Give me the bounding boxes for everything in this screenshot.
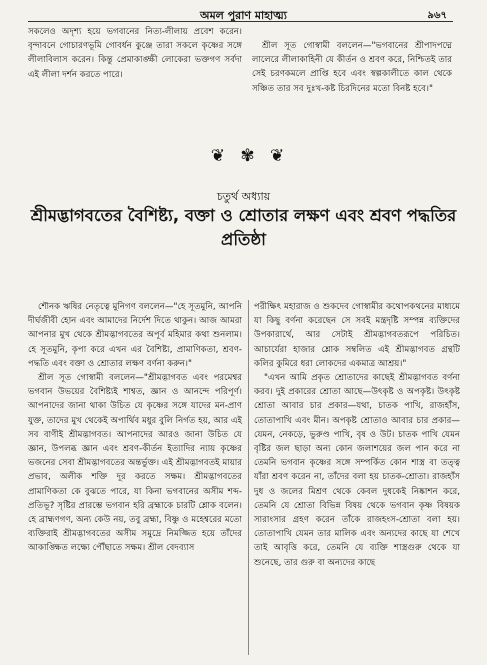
top-left-text-block bbox=[28, 25, 242, 82]
section-ornament: ❦ ✾ ❦ bbox=[210, 146, 290, 166]
header-rule bbox=[28, 21, 453, 22]
right-paragraph-1: পরীক্ষিৎ মহারাজ ও শুকদেব গোস্বামীর কথোপকথনের মাধ্যমে যা কিছু বর্ণনা করেছেন সে সবই মন্ত্রদৃষ্টি সম্পন্ন ব্যক্তিদের উপকারার্থে, আর সেটাই শ্রীমদ্ভাগবতরূপে পরিচিত। আচার্যেরা হাজার শ্লোক সম্বলিত এই শ্রীমদ্ভাগবত গ্রন্থটি কলির কুমিরে ধরা লোকদের একমাত্র আশ্রয়।" bbox=[254, 302, 460, 369]
top-right-paragraph: শ্রীল সূত গোস্বামী বললেন—"ভগবানের শ্রীপাদপদ্মে লালেরে লীলাকাহিনী যে কীর্তন ও শ্রবণ করে, নিশ্চিতই তার সেই চরণকমলে প্রাপ্তি হবে এবং স্বল্পকালীতে কাল থেকে সঞ্চিত তার সব দুঃখ-কষ্ট চিরদিনের মতো বিনষ্ট হবে।" bbox=[252, 41, 452, 94]
right-column bbox=[254, 300, 460, 570]
top-left-paragraph: সকলেও অদৃশ্য হয়ে ভগবানের নিত্য-লীলায় প্রবেশ করেন। বৃন্দাবনে গোচারণভূমি গোবর্ধন কুঞ্জে তারা সকলে কৃষ্ণের সঙ্গে লীলাবিলাস করেন। কিন্তু প্রেমাকাঙ্ক্ষী লোকেরা ভক্তগণ সর্বদা এই লীলা দর্শন করতে পারে। bbox=[28, 27, 242, 80]
page-number: ৯৬৭ bbox=[427, 10, 447, 21]
chapter-title: শ্রীমদ্ভাগবতের বৈশিষ্ট্য, বক্তা ও শ্রোতার লক্ষণ এবং শ্রবণ পদ্ধতির প্রতিষ্ঠা bbox=[30, 206, 457, 249]
left-paragraph-1: শৌনক ঋষির নেতৃত্বে মুনিগণ বললেন—"হে সূতমুনি, আপনি দীর্ঘজীবী হোন এবং আমাদের নির্দেশ দিতে থাকুন। আজ আমরা আপনার মুখ থেকে শ্রীমদ্ভাগবতের অপূর্ব মহিমার কথা শুনলাম। হে সূতমুনি, কৃপা করে এখন এর বৈশিষ্ট্য, প্রামাণিকতা, শ্রবণ-পদ্ধতি এবং বক্তা ও শ্রোতার লক্ষণ বর্ণনা করুন।" bbox=[28, 302, 242, 369]
running-header-title: অমল পুরাণ মাহাত্ম্য bbox=[200, 9, 287, 22]
chapter-label: চতুর্থ অধ্যায় bbox=[216, 190, 271, 203]
top-right-text-block bbox=[252, 39, 452, 96]
left-paragraph-2: শ্রীল সূত গোস্বামী বললেন—"শ্রীমদ্ভাগবত এবং পরমেশ্বর ভগবান উভয়ের বৈশিষ্ট্যই শাশ্বত, জ্ঞান ও আনন্দে পরিপূর্ণ। আপনাদের জানা থাকা উচিত যে কৃষ্ণের সঙ্গে যাদের মন-প্রাণ যুক্ত, তাদের মুখ থেকেই অপার্থিব মধুর বুলি নির্গত হয়, আর এই সব বাণীই শ্রীমদ্ভাগবত। আপনাদের আরও জানা উচিত যে জ্ঞান, উপলব্ধ জ্ঞান এবং শ্রবণ-কীর্তন ইত্যাদির ন্যায় কৃষ্ণের ভজনের সেবা শ্রীমদ্ভাগবতের অন্তর্ভুক্ত। এই শ্রীমদ্ভাগবতই মায়ার প্রভাব, অলীক শক্তি দূর করতে সক্ষম। শ্রীমদ্ভাগবতের প্রামাণিকতা কে বুঝতে পারে, যা কিনা ভগবানের অসীম শব্দ-প্রতিভূ? সৃষ্টির প্রারম্ভে ভগবান হরি ব্রহ্মাকে চারটি শ্লোক বলেন। হে ব্রাহ্মণগণ, অন্য কেউ নয়, তবু ব্রহ্মা, বিষ্ণু ও মহেশ্বরের মতো ব্যক্তিরাই শ্রীমদ্ভাগবতের অসীম সমুদ্রে নিমজ্জিত হয়ে তাঁদের আকাঙ্ক্ষিত লক্ষ্যে পৌঁছাতে সক্ষম। শ্রীল বেদব্যাস bbox=[28, 373, 242, 554]
right-paragraph-2: "এখন আমি প্রকৃত শ্রোতাদের কাছেই শ্রীমদ্ভাগবত বর্ণনা করব। দুই প্রকারের শ্রোতা আছে—উৎকৃষ্ট ও অপকৃষ্ট। উৎকৃষ্ট শ্রোতা আবার চার প্রকার—যথা, চাতক পাখি, রাজহাঁস, তোতাপাখি এবং মীন। অপকৃষ্ট শ্রোতাও আবার চার প্রকার—যেমন, নেকড়ে, ভুরুণ্ড পাখি, বৃষ ও উট। চাতক পাখি যেমন বৃষ্টির জল ছাড়া অন্য কোন জলাশয়ের জল পান করে না তেমনি ভগবান কৃষ্ণের সঙ্গে সম্পর্কিত কোন শাস্ত্র বা তত্ত্ব যাঁরা শ্রবণ করেন না, তাঁদের বলা হয় চাতক-শ্রোতা। রাজহাঁস দুধ ও জলের মিশ্রণ থেকে কেবল দুধকেই নিষ্কাশন করে, তেমনি যে শ্রোতা বিভিন্ন বিষয় থেকে ভগবান কৃষ্ণ বিষয়ক সারাংসার গ্রহণ করেন তাঁকে রাজহংস-শ্রোতা বলা হয়। তোতাপাখি যেমন তার মালিক এবং অন্যদের কাছে যা শেখে তাই আবৃত্তি করে, তেমনি যে ব্যক্তি শাস্ত্রগুরু থেকে যা শুনেছে, তার গুরু বা অন্যদের কাছে bbox=[254, 373, 460, 568]
column-divider bbox=[248, 300, 249, 655]
left-column bbox=[28, 300, 242, 556]
